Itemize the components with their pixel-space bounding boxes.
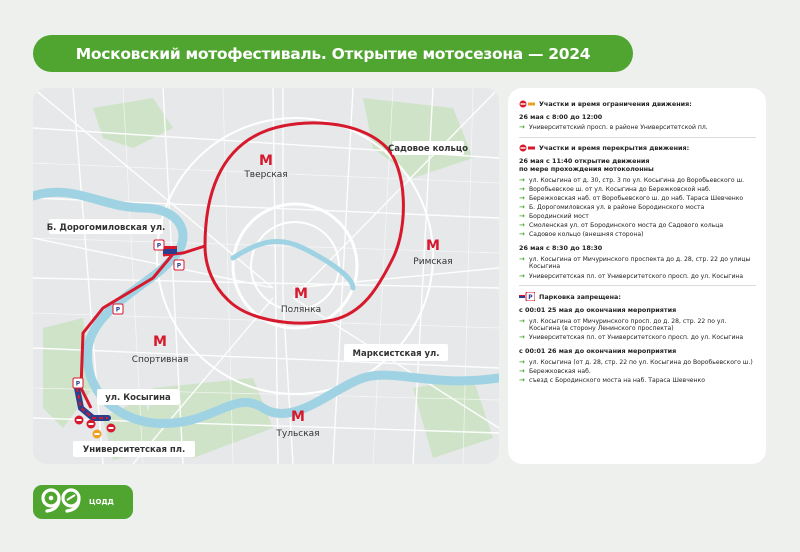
restriction-icon: [519, 100, 535, 108]
parking-prohibited-icon: [519, 292, 535, 301]
legend-item: → Б. Дорогомиловская ул. в районе Бородинского моста: [519, 204, 756, 212]
legend-section-restriction: Участки и время ограничения движения:: [519, 100, 756, 108]
legend-date: с 00:01 26 мая до окончания мероприятия: [519, 347, 677, 356]
label-universitetskaya: [73, 441, 195, 457]
divider: [519, 137, 756, 138]
no-entry-icon: [519, 144, 535, 152]
svg-text:М: М: [259, 153, 273, 169]
svg-text:ул. Косыгина: ул. Косыгина: [105, 393, 171, 403]
legend-item: → Бородинский мост: [519, 213, 756, 221]
svg-text:Римская: Римская: [413, 257, 453, 267]
svg-text:М: М: [294, 286, 308, 302]
label-kosygina: [97, 389, 179, 405]
svg-text:Полянка: Полянка: [280, 305, 322, 315]
legend-item: → Бережковская наб.: [519, 368, 756, 376]
label-marksistskaya: [344, 344, 448, 361]
svg-text:Б. Дорогомиловская ул.: Б. Дорогомиловская ул.: [46, 223, 166, 233]
legend-section-parking: P Парковка запрещена:: [519, 292, 756, 301]
svg-text:Университетская пл.: Университетская пл.: [82, 445, 186, 455]
route-map[interactable]: [33, 88, 499, 464]
svg-text:P: P: [115, 306, 121, 314]
codd-99-logo-icon: [39, 487, 85, 517]
divider: [519, 285, 756, 286]
svg-text:М: М: [291, 409, 305, 425]
legend-item: → ул. Косыгина от Мичуринского просп. до д. 28, стр. 22 по ул. Косыгина (в сторону Ленинского проспекта): [519, 318, 756, 333]
svg-text:М: М: [153, 334, 167, 350]
legend-date: 26 мая с 11:40 открытие движения по мере прохождения мотоколонны: [519, 157, 654, 174]
legend-panel: [508, 88, 766, 464]
legend-date: 26 мая с 8:00 до 12:00: [519, 113, 603, 121]
legend-date: 26 мая с 8:30 до 18:30: [519, 244, 603, 253]
svg-text:М: М: [426, 238, 440, 254]
logo-text: ЦОДД: [89, 498, 114, 506]
legend-item: → ул. Косыгина от д. 30, стр. 3 по ул. Косыгина до Воробьевского ш.: [519, 177, 756, 185]
svg-text:P: P: [156, 242, 162, 250]
svg-text:Садовое кольцо: Садовое кольцо: [388, 144, 468, 154]
label-sadovoe-koltso: [388, 141, 468, 155]
station-label: Тверская: [244, 170, 288, 180]
legend-item: → Смоленская ул. от Бородинского моста до Садового кольца: [519, 222, 756, 230]
legend-section-closure: Участки и время перекрытия движения:: [519, 144, 756, 152]
svg-text:P: P: [75, 380, 81, 388]
legend-item: → Воробьевское ш. от ул. Косыгина до Бережковской наб.: [519, 186, 756, 194]
legend-item: → Университетская пл. от Университетского просп. до ул. Косыгина: [519, 273, 756, 281]
legend-item: → Университетский просп. в районе Университетской пл.: [519, 124, 756, 132]
svg-text:Марксистская ул.: Марксистская ул.: [352, 349, 440, 359]
codd-logo: [33, 485, 133, 519]
title-banner: [33, 35, 633, 72]
legend-item: → Бережковская наб. от Воробьевского ш. до наб. Тараса Шевченко: [519, 195, 756, 203]
map-canvas: [33, 88, 499, 464]
svg-text:Спортивная: Спортивная: [131, 355, 189, 365]
label-dorogomilovskaya: [47, 219, 166, 234]
legend-date: с 00:01 25 мая до окончания мероприятия: [519, 306, 677, 315]
svg-text:P: P: [176, 262, 182, 270]
svg-text:P: P: [528, 294, 533, 302]
legend-item: → съезд с Бородинского моста на наб. Тараса Шевченко: [519, 377, 756, 385]
legend-item: → ул. Косыгина (от д. 28, стр. 22 по ул. Косыгина до Воробьевского ш.): [519, 359, 756, 367]
legend-item: → Университетская пл. от Университетского просп. до ул. Косыгина: [519, 334, 756, 342]
legend-item: → ул. Косыгина от Мичуринского проспекта до д. 28, стр. 22 до улицы Косыгина: [519, 256, 756, 271]
legend-item: → Садовое кольцо (внешняя сторона): [519, 231, 756, 239]
svg-text:Тульская: Тульская: [276, 429, 320, 439]
page-title: Московский мотофестиваль. Открытие мотосезона — 2024: [75, 44, 591, 63]
